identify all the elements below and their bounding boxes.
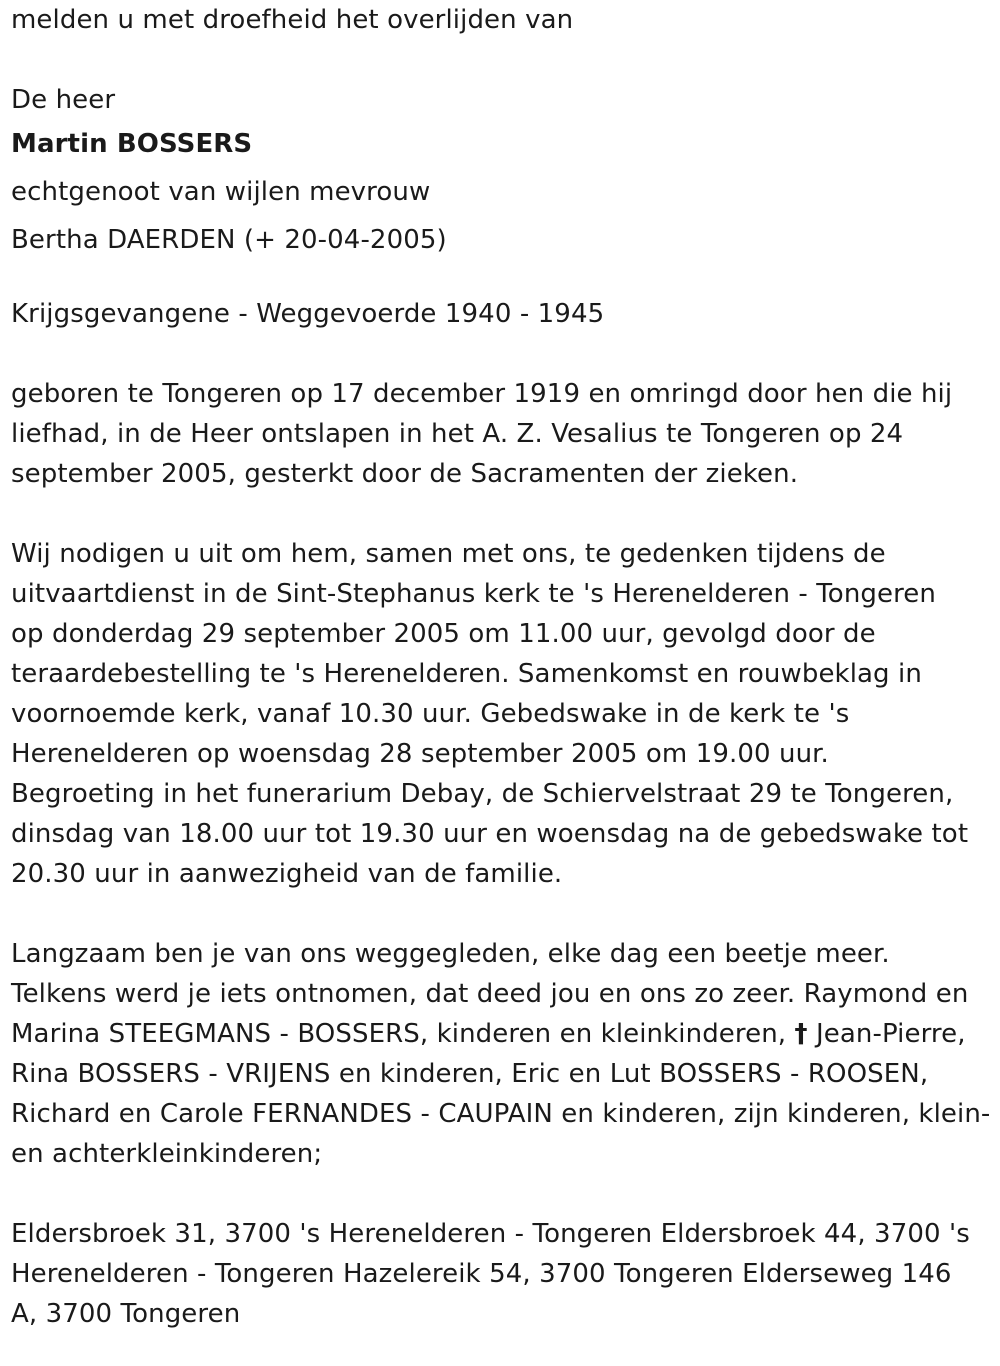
paragraph-line: september 2005, gesterkt door de Sacramenten der zieken. (11, 459, 799, 489)
paragraph-line: Wij nodigen u uit om hem, samen met ons, te gedenken tijdens de (11, 539, 886, 569)
distinction: Krijgsgevangene - Weggevoerde 1940 - 1945 (11, 299, 605, 329)
paragraph-line: op donderdag 29 september 2005 om 11.00 uur, gevolgd door de (11, 619, 876, 649)
paragraph-line: Richard en Carole FERNANDES - CAUPAIN en kinderen, zijn kinderen, klein- (11, 1099, 991, 1129)
paragraph-line: liefhad, in de Heer ontslapen in het A. Z. Vesalius te Tongeren op 24 (11, 419, 904, 449)
paragraph-line: Rina BOSSERS - VRIJENS en kinderen, Eric en Lut BOSSERS - ROOSEN, (11, 1059, 929, 1089)
address-line: Herenelderen - Tongeren Hazelereik 54, 3700 Tongeren Elderseweg 146 (11, 1259, 952, 1289)
spouse-line-1: echtgenoot van wijlen mevrouw (11, 177, 431, 207)
birth-paragraph (11, 374, 993, 494)
salutation: De heer (11, 85, 116, 115)
paragraph-line: en achterkleinkinderen; (11, 1139, 323, 1169)
paragraph-line: uitvaartdienst in de Sint-Stephanus kerk te 's Herenelderen - Tongeren (11, 579, 936, 609)
addresses (11, 1214, 993, 1334)
paragraph-line: dinsdag van 18.00 uur tot 19.30 uur en woensdag na de gebedswake tot (11, 819, 969, 849)
invitation-paragraph (11, 534, 993, 894)
family-names-text: Jean-Pierre, (816, 1019, 966, 1049)
family-paragraph (11, 934, 993, 1174)
cross-icon: † (794, 1019, 808, 1049)
spouse-line-2: Bertha DAERDEN (+ 20-04-2005) (11, 225, 447, 255)
family-names-text: Marina STEEGMANS - BOSSERS, kinderen en kleinkinderen, (11, 1019, 787, 1049)
paragraph-line: voornoemde kerk, vanaf 10.30 uur. Gebedswake in de kerk te 's (11, 699, 850, 729)
paragraph-line: 20.30 uur in aanwezigheid van de familie. (11, 859, 563, 889)
paragraph-line: Telkens werd je iets ontnomen, dat deed jou en ons zo zeer. Raymond en (11, 979, 969, 1009)
deceased-name: Martin BOSSERS (11, 129, 253, 159)
address-line: Eldersbroek 31, 3700 's Herenelderen - Tongeren Eldersbroek 44, 3700 's (11, 1219, 970, 1249)
intro-text: melden u met droefheid het overlijden van (11, 5, 574, 35)
paragraph-line: teraardebestelling te 's Herenelderen. Samenkomst en rouwbeklag in (11, 659, 922, 689)
paragraph-line: geboren te Tongeren op 17 december 1919 en omringd door hen die hij (11, 379, 953, 409)
obituary-document (11, 0, 993, 1334)
address-line: A, 3700 Tongeren (11, 1299, 241, 1329)
paragraph-line: Begroeting in het funerarium Debay, de Schiervelstraat 29 te Tongeren, (11, 779, 954, 809)
paragraph-line: Langzaam ben je van ons weggegleden, elke dag een beetje meer. (11, 939, 890, 969)
paragraph-line: Herenelderen op woensdag 28 september 2005 om 19.00 uur. (11, 739, 829, 769)
paragraph-line (11, 1014, 993, 1054)
